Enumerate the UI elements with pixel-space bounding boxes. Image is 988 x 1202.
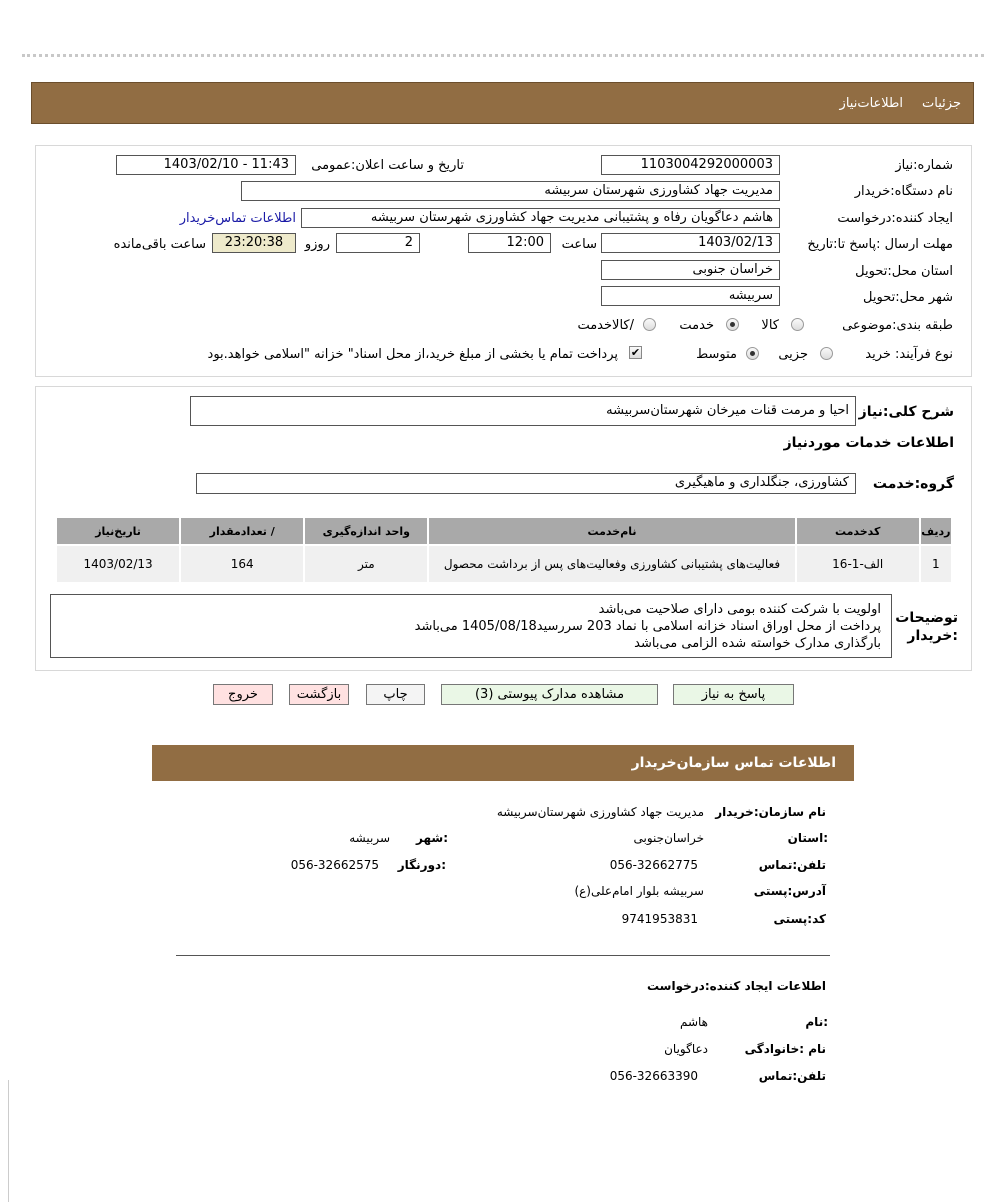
buyer-org-field: مدیریت جهاد کشاورزی شهرستان سربیشه: [241, 181, 780, 201]
need-number-field: 1103004292000003: [601, 155, 780, 175]
contact-org-label: نام سازمان:خریدار: [715, 805, 826, 819]
creator-family-value: دعاگویان: [664, 1042, 708, 1056]
days-field: 2: [336, 233, 420, 253]
category-goods-service-label: /کالاخدمت: [577, 318, 634, 333]
general-desc-field: احیا و مرمت قنات میرخان شهرستان‌سربیشه: [190, 396, 856, 426]
category-radio-goods-service[interactable]: [643, 318, 656, 331]
time-label: ساعت: [561, 237, 597, 252]
category-label: طبقه بندی:موضوعی: [842, 318, 953, 333]
page-header: [31, 82, 974, 124]
remaining-label: ساعت باقی‌مانده: [113, 237, 206, 252]
contact-address-value: سربیشه بلوار امام‌علی(ع): [574, 884, 704, 898]
creator-name-value: هاشم: [679, 1015, 708, 1029]
col-unit-header: واحد اندازه‌گیری: [305, 518, 427, 544]
category-service-label: خدمت: [679, 318, 714, 333]
buyer-note-line: اولویت با شرکت کننده بومی دارای صلاحیت می‌باشد: [598, 602, 881, 617]
process-radio-minor[interactable]: [820, 347, 833, 360]
services-title: اطلاعات خدمات موردنیاز: [783, 435, 954, 451]
deadline-date-field: 1403/02/13: [601, 233, 780, 253]
col-code-header: کدخدمت: [797, 518, 919, 544]
back-button[interactable]: بازگشت: [289, 684, 349, 705]
buyer-org-label: نام دستگاه:خریدار: [854, 184, 953, 199]
contact-fax-value: 056-32662575: [290, 858, 379, 872]
cell-date: 1403/02/13: [57, 546, 179, 582]
announce-label: تاریخ و ساعت اعلان:عمومی: [311, 158, 464, 173]
contact-title: اطلاعات تماس سازمان‌خریدار: [631, 755, 836, 771]
creator-phone-label: تلفن:تماس: [758, 1069, 826, 1083]
city-field: سربیشه: [601, 286, 780, 306]
service-group-label: گروه:خدمت: [872, 476, 954, 492]
process-radio-medium[interactable]: [746, 347, 759, 360]
contact-phone-label: تلفن:تماس: [758, 858, 826, 872]
category-goods-label: کالا: [761, 318, 779, 333]
province-label: استان محل:تحویل: [855, 264, 953, 279]
category-radio-goods[interactable]: [791, 318, 804, 331]
col-date-header: تاریخ‌نیاز: [57, 518, 179, 544]
contact-org-value: مدیریت جهاد کشاورزی شهرستان‌سربیشه: [496, 805, 704, 819]
buyer-note-line: پرداخت از محل اوراق اسناد خزانه اسلامی با نماد 203 سررسید1405/08/18 می‌باشد: [414, 619, 881, 634]
deadline-label: مهلت ارسال :پاسخ تا:تاریخ: [807, 237, 953, 252]
buyer-notes-label-2: :خریدار: [907, 628, 958, 644]
cell-qty: 164: [181, 546, 303, 582]
category-radio-service[interactable]: [726, 318, 739, 331]
payment-note: پرداخت تمام یا بخشی از مبلغ خرید،از محل اسناد" خزانه "اسلامی خواهد.بود: [207, 347, 618, 362]
services-table: [55, 516, 953, 584]
contact-address-label: آدرس:پستی: [753, 884, 826, 898]
creator-label: ایجاد کننده:درخواست: [837, 211, 953, 226]
service-group-field: کشاورزی، جنگلداری و ماهیگیری: [196, 473, 856, 494]
province-field: خراسان جنوبی: [601, 260, 780, 280]
col-name-header: نام‌خدمت: [429, 518, 794, 544]
contact-province-value: خراسان‌جنوبی: [633, 831, 704, 845]
tab-need-info[interactable]: اطلاعات‌نیاز: [839, 96, 903, 111]
remaining-timer: 23:20:38: [212, 233, 296, 253]
payment-checkbox[interactable]: ✔: [630, 346, 641, 359]
section-divider: [176, 955, 830, 956]
creator-family-label: نام :خانوادگی: [744, 1042, 826, 1056]
top-divider: [22, 54, 984, 57]
col-qty-header: / تعدادمقدار: [181, 518, 303, 544]
contact-postal-value: 9741953831: [621, 912, 698, 926]
contact-header: [152, 745, 854, 781]
creator-field: هاشم دعاگویان رفاه و پشتیبانی مدیریت جهاد کشاورزی شهرستان سربیشه: [301, 208, 780, 228]
process-minor-label: جزیی: [778, 347, 808, 362]
reply-button[interactable]: پاسخ به نیاز: [673, 684, 794, 705]
cell-row: 1: [921, 546, 951, 582]
creator-phone-value: 056-32663390: [609, 1069, 698, 1083]
announce-field: 1403/02/10 - 11:43: [116, 155, 296, 175]
buyer-notes-box: [50, 594, 892, 658]
contact-city-value: سربیشه: [349, 831, 390, 845]
creator-info-title: اطلاعات ایجاد کننده:درخواست: [646, 979, 826, 993]
attachments-button[interactable]: مشاهده مدارک پیوستی (3): [441, 684, 658, 705]
general-desc-label: شرح کلی:نیاز: [858, 404, 954, 420]
cell-code: الف-1-16: [797, 546, 919, 582]
need-number-label: شماره:نیاز: [895, 158, 953, 173]
tab-details[interactable]: جزئیات: [922, 96, 961, 111]
city-label: شهر محل:تحویل: [863, 290, 953, 305]
buyer-note-line: بارگذاری مدارک خواسته شده الزامی می‌باشد: [634, 636, 881, 651]
contact-city-label: :شهر: [416, 831, 448, 845]
contact-phone-value: 056-32662775: [609, 858, 698, 872]
need-info-panel: [35, 145, 972, 377]
process-label: نوع فرآیند: خرید: [865, 347, 953, 362]
print-button[interactable]: چاپ: [366, 684, 425, 705]
contact-postal-label: کد:پستی: [773, 912, 826, 926]
contact-province-label: :استان: [787, 831, 828, 845]
col-row-header: ردیف: [921, 518, 951, 544]
days-label: روزو: [304, 237, 330, 252]
table-row: [57, 546, 951, 582]
cell-name: فعالیت‌های پشتیبانی کشاورزی وفعالیت‌های پس از برداشت محصول: [429, 546, 794, 582]
contact-fax-label: :دورنگار: [397, 858, 446, 872]
buyer-notes-label-1: توضیحات: [895, 610, 958, 626]
buyer-contact-link[interactable]: اطلاعات تماس‌خریدار: [179, 211, 296, 226]
exit-button[interactable]: خروج: [213, 684, 273, 705]
creator-name-label: :نام: [805, 1015, 828, 1029]
cell-unit: متر: [305, 546, 427, 582]
left-edge-line: [8, 1080, 9, 1202]
process-medium-label: متوسط: [696, 347, 737, 362]
deadline-time-field: 12:00: [468, 233, 551, 253]
